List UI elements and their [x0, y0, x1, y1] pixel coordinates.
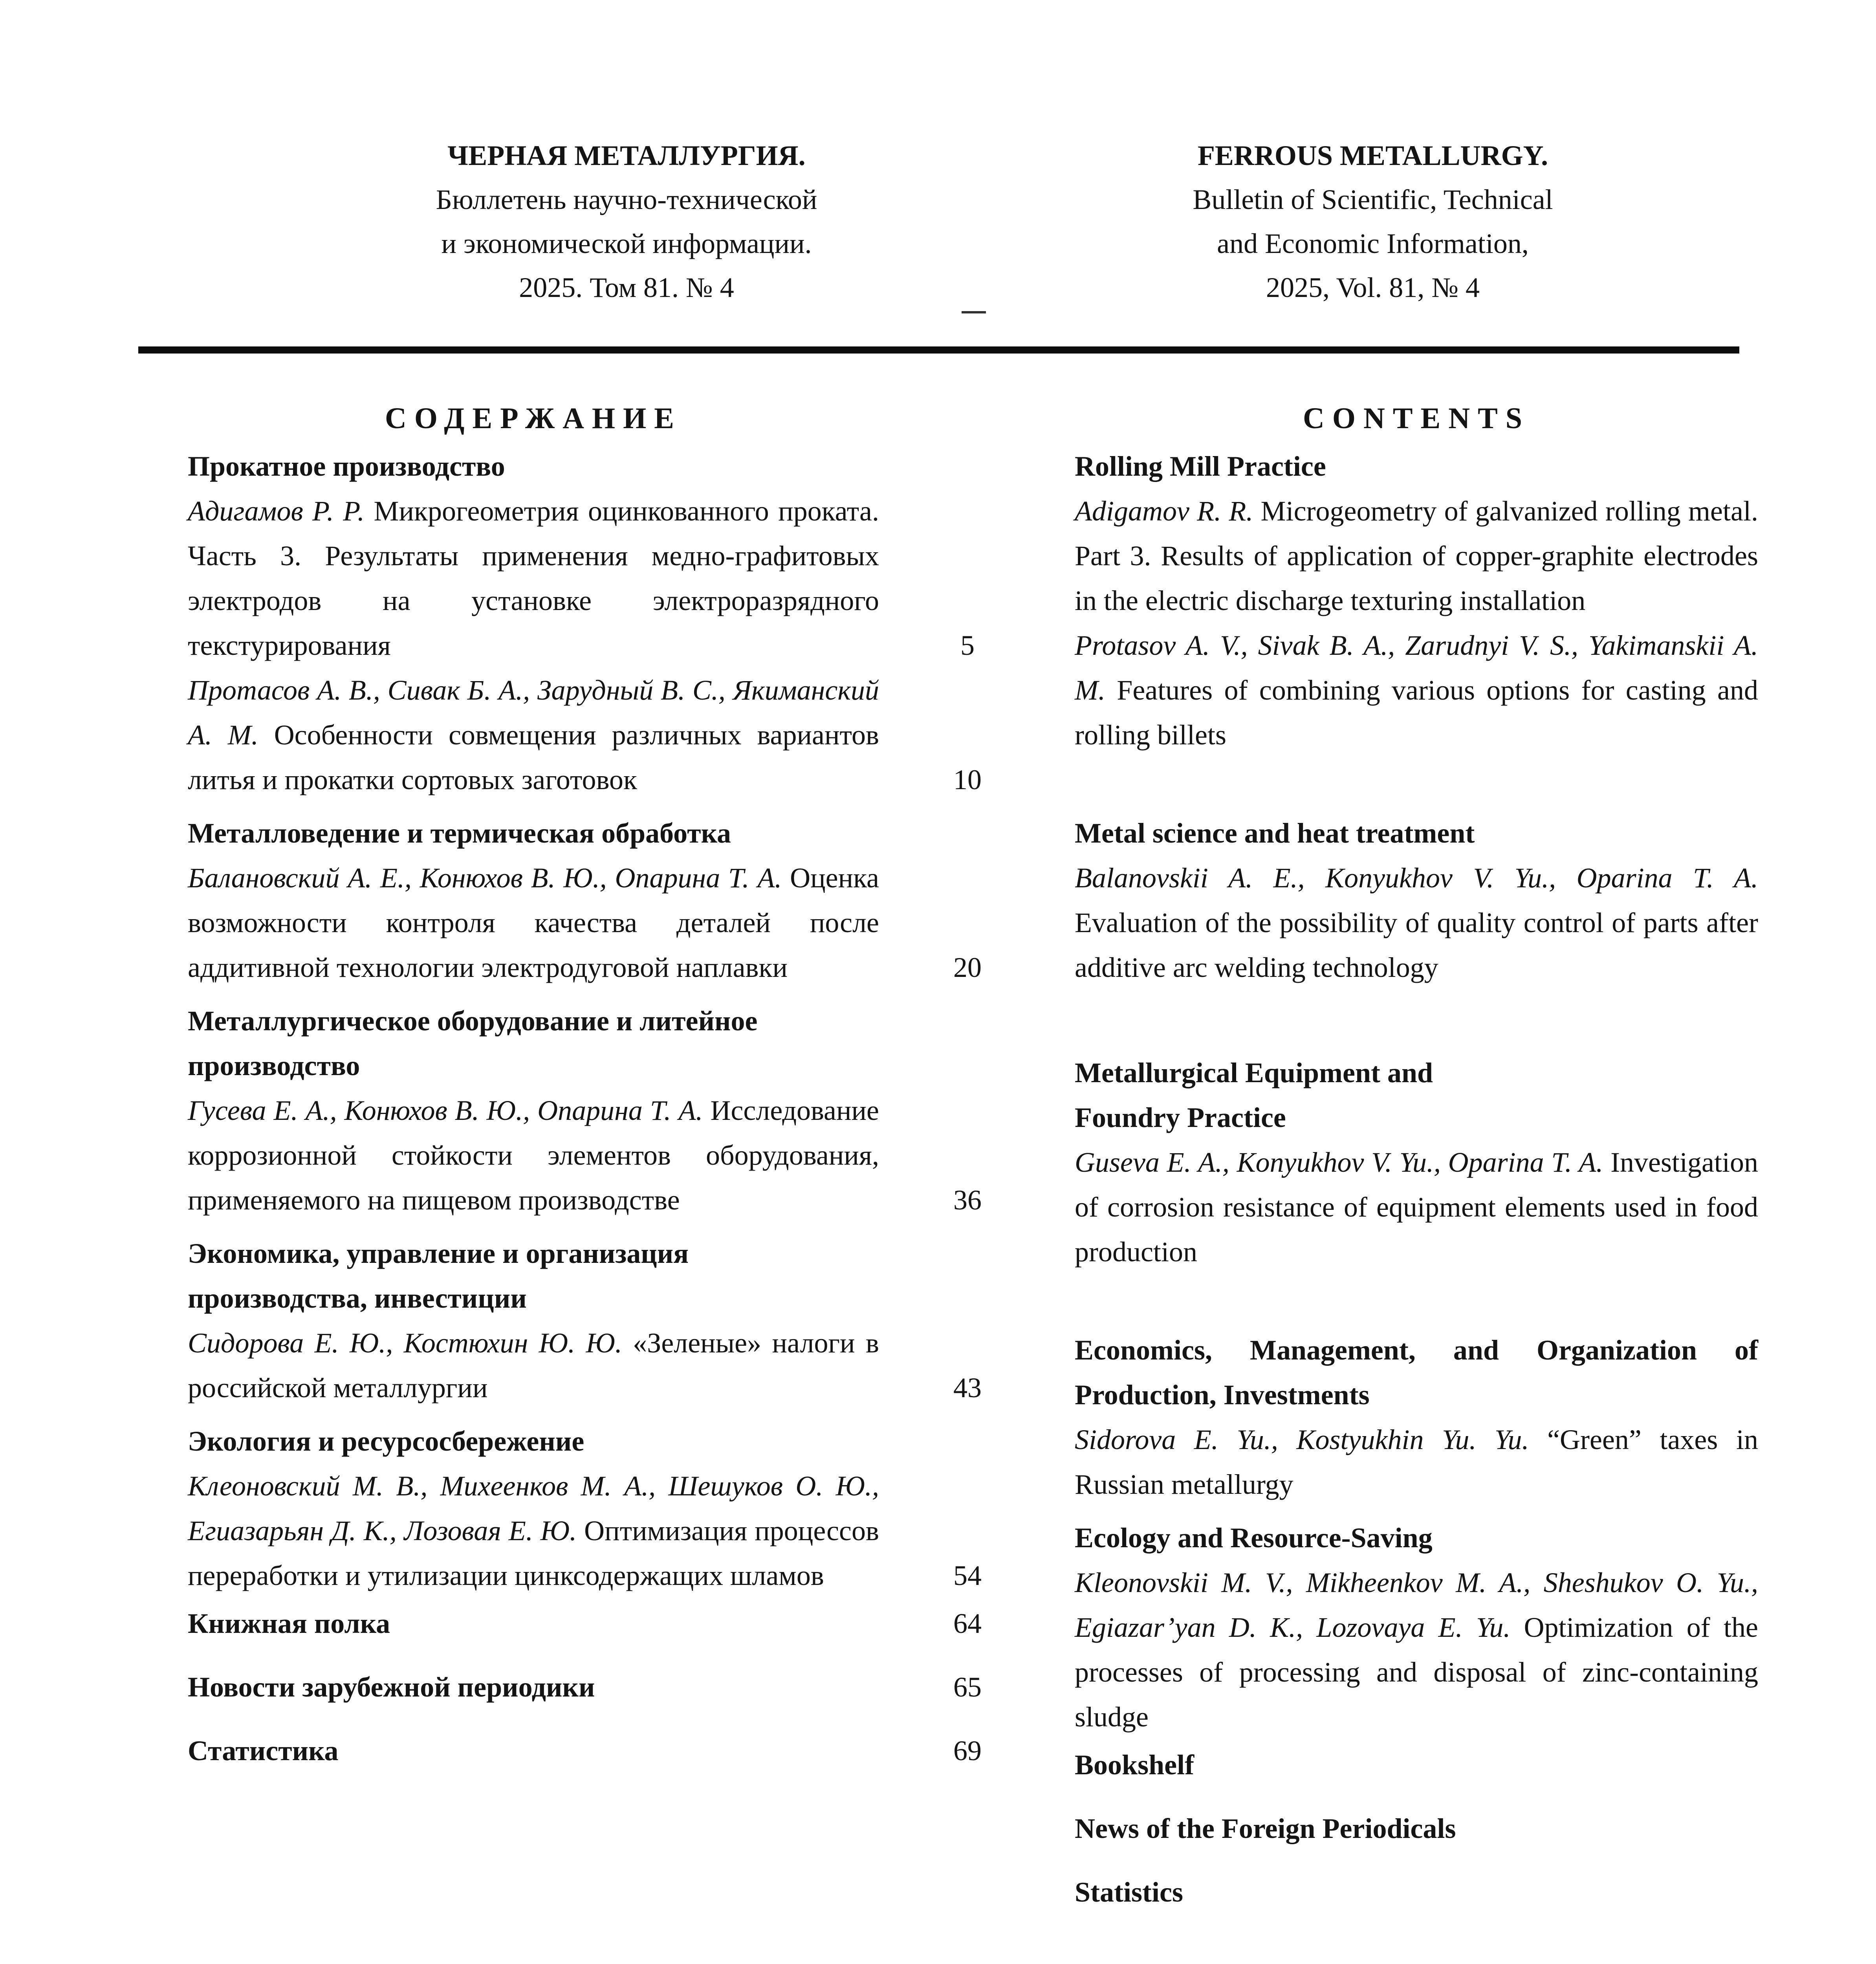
contents-title-ru: СОДЕРЖАНИЕ — [385, 402, 682, 435]
section-metal-science-en — [1075, 811, 1758, 1042]
section-heading: Новости зарубежной периодики — [188, 1671, 595, 1703]
contents-title-en: CONTENTS — [1303, 402, 1530, 435]
toc-entry — [188, 1464, 997, 1598]
entry-page-number: 64 — [953, 1608, 982, 1639]
toc-entry — [188, 1088, 997, 1222]
toc-entry-statistics-en — [1075, 1870, 1758, 1915]
section-heading: Metal science and heat treatment — [1075, 817, 1475, 849]
entry-authors: Protasov A. V., Sivak B. A., Zarudnyi V. S., Yakimanskii A. M. — [1075, 630, 1758, 706]
journal-subtitle-line1-en: Bulletin of Scientific, Technical — [1193, 184, 1553, 215]
entry-title: “Green” taxes in Russian metallurgy — [1075, 1424, 1758, 1500]
entry-page-number: 65 — [953, 1671, 982, 1703]
toc-entry — [188, 668, 997, 802]
entry-authors: Адигамов Р. Р. — [188, 495, 365, 527]
entry-page-number: 10 — [953, 764, 982, 795]
journal-title-en: FERROUS METALLURGY. — [1197, 140, 1548, 171]
journal-issue-ru: 2025. Том 81. № 4 — [519, 272, 734, 303]
entry-title: Evaluation of the possibility of quality control of parts after additive arc welding technology — [1075, 907, 1758, 983]
entry-page-number: 54 — [953, 1560, 982, 1591]
toc-entry — [188, 1321, 997, 1410]
toc-entry-bookshelf-ru — [188, 1601, 997, 1646]
section-ecology-en — [1075, 1515, 1758, 1739]
entry-title: Оценка возможности контроля качества деталей после аддитивной технологии электродуговой наплавки — [188, 862, 879, 983]
entry-authors: Balanovskii A. E., Konyukhov V. Yu., Oparina T. A. — [1075, 862, 1758, 894]
journal-header-ru — [322, 134, 931, 310]
entry-authors: Сидорова Е. Ю., Костюхин Ю. Ю. — [188, 1327, 622, 1359]
section-heading: Металлургическое оборудование и литейное производство — [188, 1005, 758, 1081]
section-heading: Книжная полка — [188, 1608, 390, 1639]
entry-authors: Guseva E. A., Konyukhov V. Yu., Oparina T. A. — [1075, 1147, 1603, 1178]
toc-entry-news-en — [1075, 1806, 1758, 1851]
section-heading: Rolling Mill Practice — [1075, 451, 1326, 482]
section-heading: Статистика — [188, 1735, 339, 1766]
section-economics-en — [1075, 1328, 1758, 1507]
toc-entry — [1075, 1417, 1758, 1507]
section-heading: Экология и ресурсосбережение — [188, 1425, 584, 1457]
entry-title: Microgeometry of galvanized rolling metal. Part 3. Results of application of copper-graphite electrodes in the electric discharge texturing installation — [1075, 495, 1758, 616]
section-ecology-ru — [188, 1419, 997, 1598]
section-heading: Ecology and Resource-Saving — [1075, 1522, 1433, 1554]
section-equipment-ru — [188, 998, 997, 1222]
entry-title: Микрогеометрия оцинкованного проката. Часть 3. Результаты применения медно-графитовых электродов на установке электроразрядного текстурирования — [188, 495, 879, 661]
entry-title: Оптимизация процессов переработки и утилизации цинксодержащих шламов — [188, 1515, 879, 1591]
entry-page-number: 5 — [960, 630, 975, 661]
section-heading: Metallurgical Equipment and Foundry Practice — [1075, 1057, 1433, 1133]
header-rule — [138, 346, 1739, 354]
entry-page-number: 36 — [953, 1184, 982, 1216]
toc-entry-news-ru — [188, 1665, 997, 1709]
section-heading: Statistics — [1075, 1876, 1183, 1908]
toc-entry — [1075, 623, 1758, 802]
entry-authors: Kleonovskii M. V., Mikheenkov M. A., Sheshukov O. Yu., Egiazar’yan D. K., Lozovaya E. Yu. — [1075, 1567, 1758, 1643]
entry-title: Investigation of corrosion resistance of equipment elements used in food production — [1075, 1147, 1758, 1268]
entry-authors: Гусева Е. А., Конюхов В. Ю., Опарина Т. А. — [188, 1095, 703, 1126]
entry-authors: Клеоновский М. В., Михеенков М. А., Шешуков О. Ю., Егиазарьян Д. К., Лозовая Е. Ю. — [188, 1470, 879, 1546]
toc-entry-bookshelf-en — [1075, 1742, 1758, 1787]
entry-page-number: 20 — [953, 952, 982, 983]
section-heading: News of the Foreign Periodicals — [1075, 1813, 1456, 1844]
contents-column-en — [1075, 393, 1758, 1915]
toc-entry — [1075, 1140, 1758, 1274]
section-heading: Экономика, управление и организация производства, инвестиции — [188, 1238, 689, 1314]
section-heading: Прокатное производство — [188, 451, 505, 482]
entry-title: Optimization of the processes of processing and disposal of zinc-containing sludge — [1075, 1612, 1758, 1733]
section-heading: Металловедение и термическая обработка — [188, 817, 731, 849]
contents-column-ru — [188, 393, 997, 1773]
journal-subtitle-line2-ru: и экономической информации. — [441, 228, 812, 259]
journal-subtitle-line2-en: and Economic Information, — [1217, 228, 1529, 259]
section-heading: Economics, Management, and Organization of Production, Investments — [1075, 1334, 1758, 1411]
toc-entry — [1075, 1560, 1758, 1739]
section-rolling-ru — [188, 444, 997, 802]
entry-authors: Adigamov R. R. — [1075, 495, 1253, 527]
entry-authors: Балановский А. Е., Конюхов В. Ю., Опарина Т. А. — [188, 862, 782, 894]
section-equipment-en — [1075, 1050, 1758, 1319]
toc-entry — [1075, 489, 1758, 623]
entry-authors: Протасов А. В., Сивак Б. А., Зарудный В. С., Якиманский А. М. — [188, 674, 879, 751]
toc-entry — [1075, 856, 1758, 990]
section-economics-ru — [188, 1231, 997, 1410]
toc-entry — [188, 856, 997, 990]
entry-page-number: 43 — [953, 1372, 982, 1403]
journal-header-en — [1068, 134, 1677, 310]
entry-authors: Sidorova E. Yu., Kostyukhin Yu. Yu. — [1075, 1424, 1529, 1455]
journal-issue-en: 2025, Vol. 81, № 4 — [1266, 272, 1480, 303]
journal-title-ru: ЧЕРНАЯ МЕТАЛЛУРГИЯ. — [447, 140, 806, 171]
entry-title: Features of combining various options for casting and rolling billets — [1075, 674, 1758, 751]
section-rolling-en — [1075, 444, 1758, 802]
toc-entry-statistics-ru — [188, 1728, 997, 1773]
section-heading: Bookshelf — [1075, 1749, 1194, 1781]
entry-title: Исследование коррозионной стойкости элементов оборудования, применяемого на пищевом производстве — [188, 1095, 879, 1216]
entry-page-number: 69 — [953, 1735, 982, 1766]
journal-subtitle-line1-ru: Бюллетень научно-технической — [436, 184, 817, 215]
section-metal-science-ru — [188, 811, 997, 990]
toc-entry — [188, 489, 997, 668]
header-dash-mark — [962, 311, 986, 313]
entry-title: «Зеленые» налоги в российской металлургии — [188, 1327, 879, 1403]
entry-title: Особенности совмещения различных вариантов литья и прокатки сортовых заготовок — [188, 719, 879, 795]
